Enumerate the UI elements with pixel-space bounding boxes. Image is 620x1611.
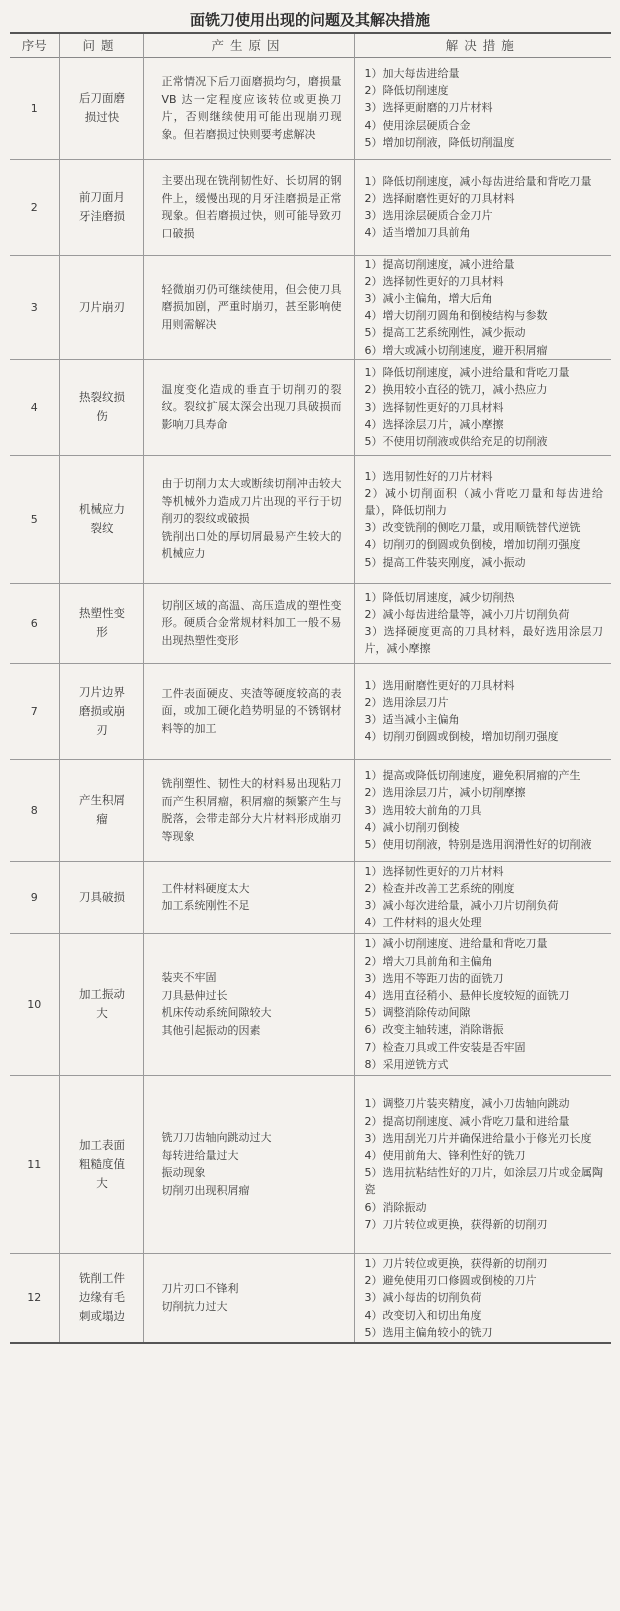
row-number: 10 [27,997,42,1011]
solution-item: 1）刀片转位或更换，获得新的切削刃 [364,1256,548,1270]
cause-text: 刀具悬伸过长 [161,988,228,1002]
solution-item: 3）选择更耐磨的刀片材料 [364,101,493,115]
solution-cell [354,57,611,159]
cause-text: 装夹不牢固 [161,971,217,985]
problem-cell: 铣削工件边缘有毛刺或塌边 [59,1253,143,1343]
row-number: 1 [30,101,38,115]
table-body [10,57,611,1343]
row-number: 2 [30,200,38,214]
solution-item: 2）降低切削速度 [364,84,449,98]
header-solution: 解决措施 [354,33,611,57]
cause-text: 铣削出口处的厚切屑最易产生较大的机械应力 [161,529,342,561]
solution-item: 7）检查刀具或工件安装是否牢固 [364,1040,526,1054]
solution-item: 3）减小每齿的切削负荷 [364,1291,482,1305]
solution-item: 4）使用涂层硬质合金 [364,118,471,132]
cause-text: 正常情况下后刀面磨损均匀，磨损量 VB 达一定程度应该转位或更换刀片，否则继续使用可能出现崩刃现象。但若磨损过快则要考虑解决 [161,75,342,141]
solution-cell [354,455,611,583]
solution-item: 2）换用较小直径的铣刀，减小热应力 [364,383,548,397]
problem-cell: 热裂纹损伤 [59,359,143,455]
cause-cell [143,861,354,933]
solution-item: 1）提高或降低切削速度，避免积屑瘤的产生 [364,769,581,783]
table-row [10,455,611,583]
solution-item: 6）消除振动 [364,1200,427,1214]
solution-cell [354,159,611,255]
solution-item: 2）选用涂层刀片 [364,696,449,710]
solution-item: 3）选择硬度更高的刀具材料，最好选用涂层刀片，减小摩擦 [364,625,603,656]
cause-text: 每转进给量过大 [161,1148,239,1162]
table-row [10,1253,611,1343]
solution-item: 1）选用韧性好的刀片材料 [364,469,493,483]
problem-cell: 刀片崩刃 [59,255,143,359]
cause-text: 工件表面硬皮、夹渣等硬度较高的表面，或加工硬化趋势明显的不锈钢材料等的加工 [161,686,342,735]
solution-item: 7）刀片转位或更换，获得新的切削刃 [364,1217,548,1231]
row-number: 11 [27,1157,42,1171]
solution-item: 1）降低切削速度，减小进给量和背吃刀量 [364,366,570,380]
solution-item: 3）减小主偏角，增大后角 [364,291,493,305]
solution-item: 2）选择耐磨性更好的刀具材料 [364,191,515,205]
problem-solution-table [10,32,611,1344]
page-title: 面铣刀使用出现的问题及其解决措施 [189,11,430,29]
problem-cell: 后刀面磨损过快 [59,57,143,159]
solution-cell [354,861,611,933]
problem-cell: 加工振动大 [59,933,143,1075]
cause-text: 由于切削力太大或断续切削冲击较大等机械外力造成刀片出现的平行于切削刃的裂纹或破损 [161,477,342,526]
solution-item: 3）选择韧性更好的刀具材料 [364,400,504,414]
solution-item: 3）减小每次进给量，减小刀片切削负荷 [364,899,559,913]
solution-item: 1）调整刀片装夹精度，减小刀齿轴向跳动 [364,1097,570,1111]
solution-item: 5）不使用切削液或供给充足的切削液 [364,435,548,449]
solution-item: 1）降低切削速度，减小每齿进给量和背吃刀量 [364,174,592,188]
cause-cell [143,759,354,861]
table-row [10,159,611,255]
table-row [10,933,611,1075]
cause-text: 切削抗力过大 [161,1299,228,1313]
table-row [10,57,611,159]
solution-item: 1）加大每齿进给量 [364,66,460,80]
solution-item: 3）选用涂层硬质合金刀片 [364,209,493,222]
solution-item: 2）提高切削速度、减小背吃刀量和进给量 [364,1114,570,1128]
solution-item: 4）减小切削刃倒棱 [364,820,460,834]
cause-cell [143,57,354,159]
solution-item: 4）切削刃倒圆或倒棱，增加切削刃强度 [364,730,559,744]
solution-item: 3）选用较大前角的刀具 [364,803,482,817]
cause-text: 铣削塑性、韧性大的材料易出现粘刀而产生积屑瘤，积屑瘤的频繁产生与脱落，会带走部分大片材料形成崩刃等现象 [161,777,342,843]
solution-cell [354,933,611,1075]
solution-item: 4）增大切削刃圆角和倒棱结构与参数 [364,309,548,323]
solution-item: 1）提高切削速度，减小进给量 [364,257,515,271]
cause-cell [143,663,354,759]
solution-item: 6）增大或减小切削速度，避开积屑瘤 [364,343,548,357]
solution-item: 2）选择韧性更好的刀具材料 [364,274,504,288]
solution-item: 1）选择韧性更好的刀片材料 [364,864,504,878]
row-number: 7 [30,704,38,718]
cause-cell [143,255,354,359]
solution-cell [354,1075,611,1253]
row-number: 9 [30,890,38,904]
solution-item: 2）选用涂层刀片，减小切削摩擦 [364,786,526,800]
cause-text: 刀片刃口不锋利 [161,1282,239,1296]
solution-item: 4）改变切入和切出角度 [364,1308,482,1322]
row-number: 5 [30,512,38,526]
solution-cell [354,359,611,455]
cause-text: 切削区域的高温、高压造成的塑性变形。硬质合金常规材料加工一般不易出现热塑性变形 [161,598,342,647]
solution-item: 1）选用耐磨性更好的刀具材料 [364,678,515,692]
table-row [10,583,611,663]
cause-cell [143,583,354,663]
cause-text: 轻微崩刃仍可继续使用，但会使刀具磨损加剧，严重时崩刃，甚至影响使用则需解决 [161,282,342,331]
solution-item: 5）增加切削液，降低切削温度 [364,135,515,149]
cause-cell [143,159,354,255]
cause-text: 机床传动系统间隙较大 [161,1006,272,1020]
table-row [10,359,611,455]
header-cause: 产生原因 [143,33,354,57]
cause-text: 振动现象 [161,1166,206,1180]
header-issue: 问题 [59,33,143,57]
solution-item: 2）减小切削面积（减小背吃刀量和每齿进给量），降低切削力 [364,486,603,518]
solution-item: 3）适当减小主偏角 [364,713,460,727]
solution-cell [354,663,611,759]
problem-cell: 产生积屑瘤 [59,759,143,861]
cause-cell [143,455,354,583]
row-number: 4 [30,400,38,414]
solution-item: 1）减小切削速度、进给量和背吃刀量 [364,937,548,951]
row-number: 6 [30,616,38,630]
solution-cell [354,255,611,359]
solution-item: 5）使用切削液，特别是选用润滑性好的切削液 [364,838,592,852]
problem-cell: 加工表面粗糙度值大 [59,1075,143,1253]
problem-cell: 前刀面月牙洼磨损 [59,159,143,255]
table-header-row [10,33,611,57]
cause-text: 切削刃出现积屑瘤 [161,1183,250,1197]
problem-cell: 刀具破损 [59,861,143,933]
solution-item: 3）改变铣削的侧吃刀量，或用顺铣替代逆铣 [364,521,581,535]
header-num: 序号 [21,38,47,54]
solution-item: 2）避免使用刃口修圆或倒棱的刀片 [364,1274,537,1288]
solution-item: 1）降低切屑速度，减少切削热 [364,590,515,604]
table-row [10,663,611,759]
cause-text: 温度变化造成的垂直于切削刃的裂纹。裂纹扩展太深会出现刀具破损而影响刀具寿命 [161,382,342,431]
row-number: 12 [27,1291,42,1305]
solution-item: 2）检查并改善工艺系统的刚度 [364,882,515,896]
table-row [10,759,611,861]
row-number: 8 [30,803,38,817]
problem-cell: 刀片边界磨损或崩刃 [59,663,143,759]
solution-item: 3）选用刮光刀片并确保进给量小于修光刃长度 [364,1131,592,1145]
problem-cell: 机械应力裂纹 [59,455,143,583]
solution-cell [354,759,611,861]
solution-item: 5）提高工件装夹刚度，减小振动 [364,555,526,569]
solution-item: 5）选用抗粘结性好的刀片，如涂层刀片或金属陶瓷 [364,1166,603,1197]
cause-text: 加工系统刚性不足 [161,899,250,913]
solution-item: 5）提高工艺系统刚性，减少振动 [364,326,526,340]
table-row [10,1075,611,1253]
solution-item: 4）工件材料的退火处理 [364,916,482,930]
problem-cell: 热塑性变形 [59,583,143,663]
solution-item: 2）增大刀具前角和主偏角 [364,954,493,968]
cause-text: 铣刀刀齿轴向跳动过大 [161,1131,272,1145]
solution-item: 5）选用主偏角较小的铣刀 [364,1325,493,1339]
solution-item: 8）采用逆铣方式 [364,1057,449,1071]
cause-cell [143,1253,354,1343]
cause-cell [143,1075,354,1253]
cause-cell [143,933,354,1075]
solution-item: 3）选用不等距刀齿的面铣刀 [364,971,504,985]
solution-item: 4）选择涂层刀片，减小摩擦 [364,417,504,431]
solution-cell [354,1253,611,1343]
row-number: 3 [30,300,38,314]
solution-item: 4）适当增加刀具前角 [364,226,471,240]
cause-text: 其他引起振动的因素 [161,1023,261,1037]
cause-cell [143,359,354,455]
solution-item: 4）选用直径稍小、悬伸长度较短的面铣刀 [364,989,570,1003]
solution-item: 4）切削刃的倒圆或负倒棱，增加切削刃强度 [364,538,581,552]
solution-item: 5）调整消除传动间隙 [364,1006,471,1020]
table-row [10,255,611,359]
cause-text: 工件材料硬度太大 [161,881,250,895]
cause-text: 主要出现在铣削韧性好、长切屑的钢件上，缓慢出现的月牙洼磨损是正常现象。但若磨损过快，则可能导致刃口破损 [161,174,342,240]
solution-item: 6）改变主轴转速，消除谐振 [364,1023,504,1037]
solution-item: 4）使用前角大、锋利性好的铣刀 [364,1149,526,1163]
solution-cell [354,583,611,663]
solution-item: 2）减小每齿进给量等，减小刀片切削负荷 [364,608,570,622]
table-row [10,861,611,933]
